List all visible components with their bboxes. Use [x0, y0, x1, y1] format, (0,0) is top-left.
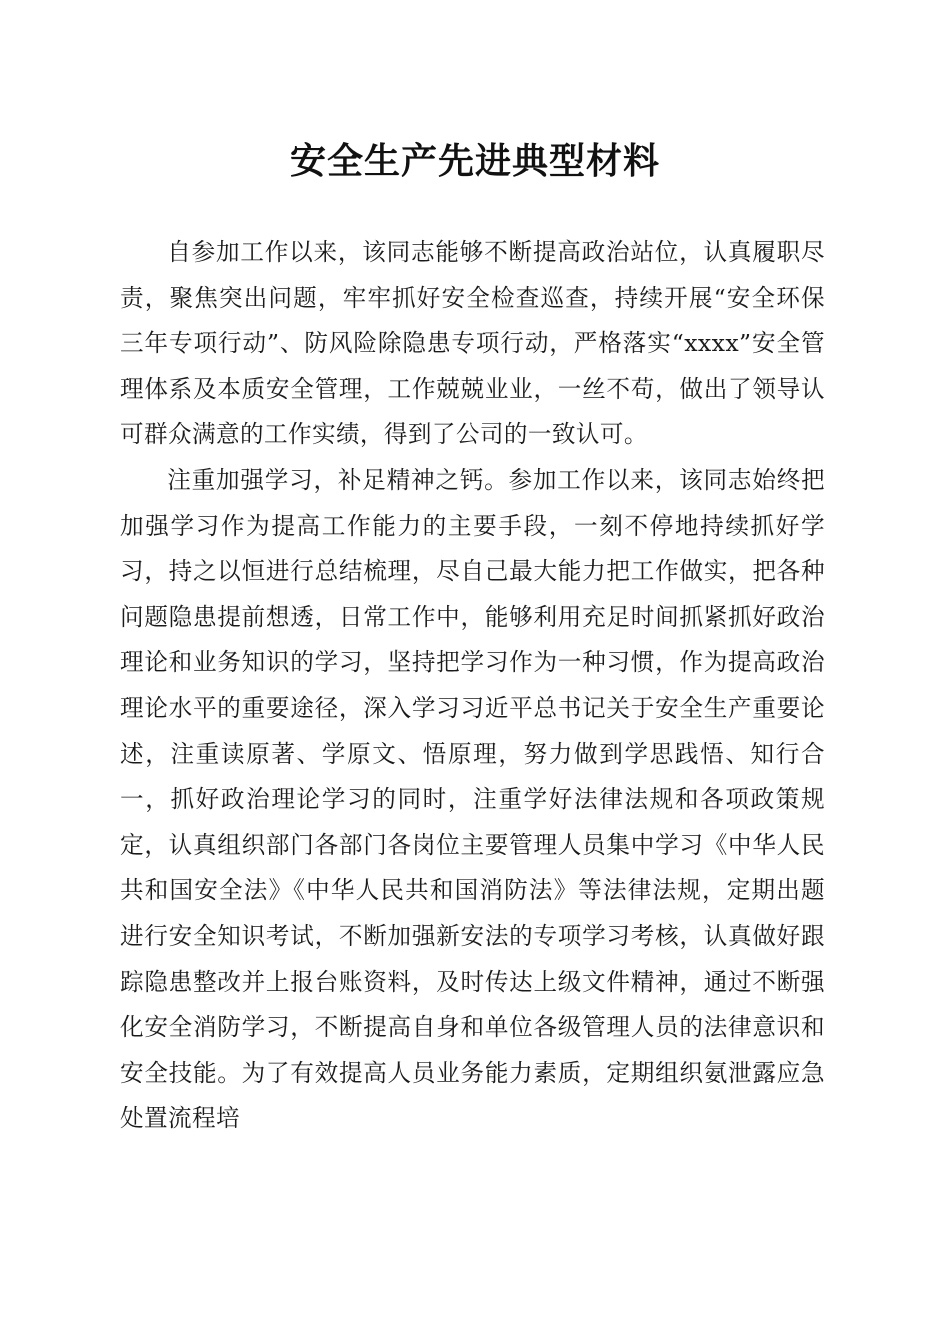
document-title: 安全生产先进典型材料: [289, 140, 660, 182]
paragraph-2: 注重加强学习，补足精神之钙。参加工作以来，该同志始终把加强学习作为提高工作能力的主要手段，一刻不停地持续抓好学习，持之以恒进行总结梳理，尽自己最大能力把工作做实，把各种问题隐患提前想透，日常工作中，能够利用充足时间抓紧抓好政治理论和业务知识的学习，坚持把学习作为一种习惯，作为提高政治理论水平的重要途径，深入学习习近平总书记关于安全生产重要论述，注重读原著、学原文、悟原理，努力做到学思践悟、知行合一，抓好政治理论学习的同时，注重学好法律法规和各项政策规定，认真组织部门各部门各岗位主要管理人员集中学习《中华人民共和国安全法》《中华人民共和国消防法》等法律法规，定期出题进行安全知识考试，不断加强新安法的专项学习考核，认真做好跟踪隐患整改并上报台账资料，及时传达上级文件精神，通过不断强化安全消防学习，不断提高自身和单位各级管理人员的法律意识和安全技能。为了有效提高人员业务能力素质，定期组织氨泄露应急处置流程培: [120, 465, 825, 1133]
paragraph-1: 自参加工作以来，该同志能够不断提高政治站位，认真履职尽责，聚焦突出问题，牢牢抓好安全检查巡查，持续开展“安全环保三年专项行动”、防风险除隐患专项行动，严格落实“xxxx”安全管理体系及本质安全管理，工作兢兢业业，一丝不苟，做出了领导认可群众满意的工作实绩，得到了公司的一致认可。: [120, 238, 825, 449]
document-body: [120, 230, 825, 1142]
